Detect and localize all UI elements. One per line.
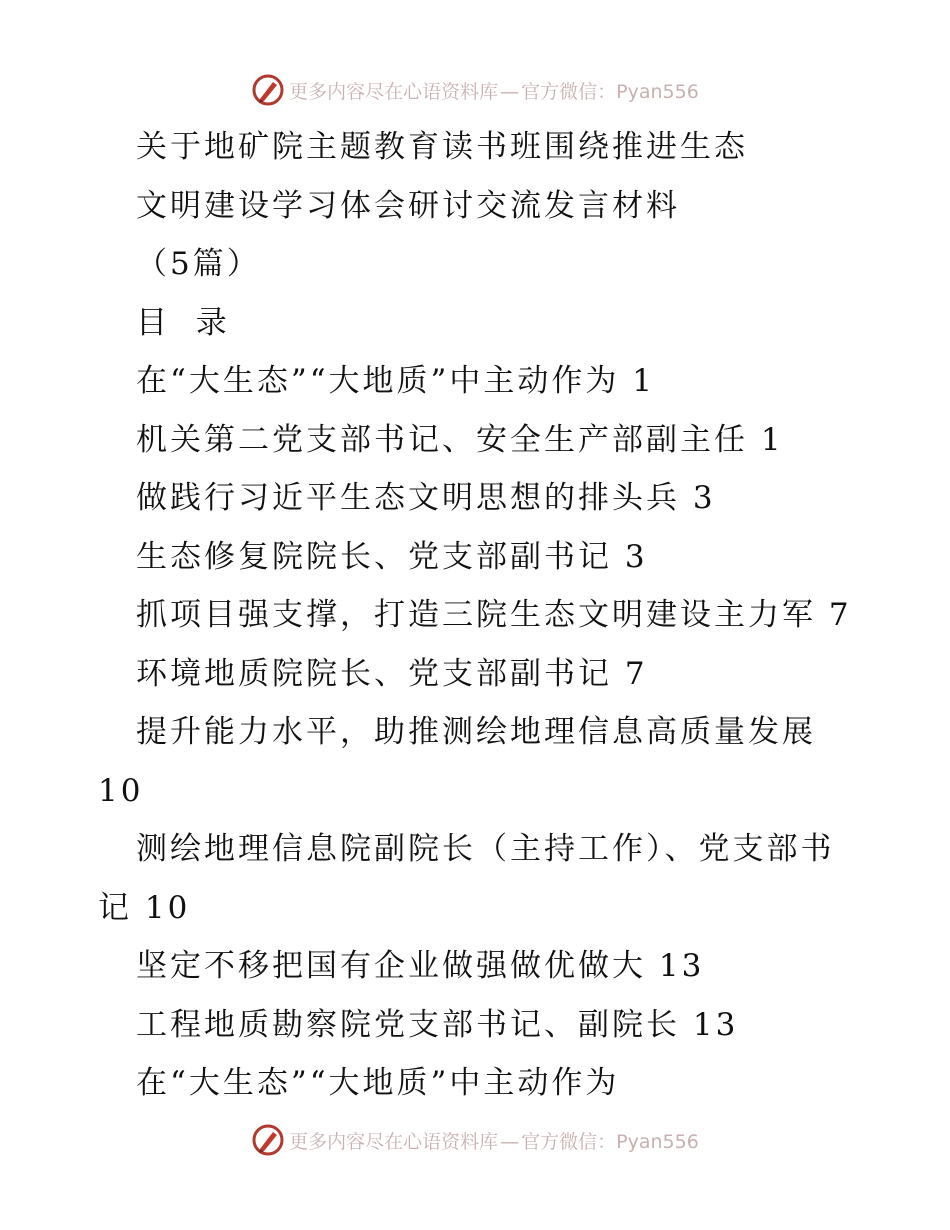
doc-title-line-2: 文明建设学习体会研讨交流发言材料: [136, 187, 680, 224]
toc-item: 做践行习近平生态文明思想的排头兵 3: [136, 480, 716, 516]
toc-item-continuation: 记 10: [98, 889, 191, 926]
doc-title-line-1: 关于地矿院主题教育读书班围绕推进生态: [136, 129, 748, 165]
toc-item: 测绘地理信息院副院长（主持工作）、党支部书: [136, 831, 835, 867]
toc-item: 机关第二党支部书记、安全生产部副主任 1: [136, 421, 784, 458]
doc-count: （5篇）: [136, 246, 261, 282]
toc-item: 生态修复院院长、党支部副书记 3: [136, 538, 648, 575]
pen-logo-icon: [251, 1123, 285, 1157]
document-body: [98, 118, 858, 1113]
watermark-text: 更多内容尽在心语资料库 — 官方微信：Pyan556: [289, 80, 699, 103]
toc-item: 工程地质勘察院党支部书记、副院长 13: [136, 1006, 739, 1043]
pen-logo-icon: [251, 73, 285, 107]
toc-item: 环境地质院院长、党支部副书记 7: [136, 655, 648, 692]
toc-item: 抓项目强支撑，打造三院生态文明建设主力军 7: [136, 597, 852, 633]
section-title: 在“大生态”“大地质”中主动作为: [136, 1065, 620, 1101]
toc-heading: 目 录: [136, 304, 230, 341]
toc-item: 坚定不移把国有企业做强做优做大 13: [136, 948, 705, 984]
toc-item: 在“大生态”“大地质”中主动作为 1: [136, 363, 655, 399]
toc-item-continuation: 10: [98, 772, 144, 809]
watermark-text: 更多内容尽在心语资料库 — 官方微信：Pyan556: [289, 1130, 699, 1153]
toc-item: 提升能力水平，助推测绘地理信息高质量发展: [136, 714, 816, 750]
watermark-banner-bottom: [0, 1120, 950, 1160]
watermark-banner-top: [0, 70, 950, 110]
